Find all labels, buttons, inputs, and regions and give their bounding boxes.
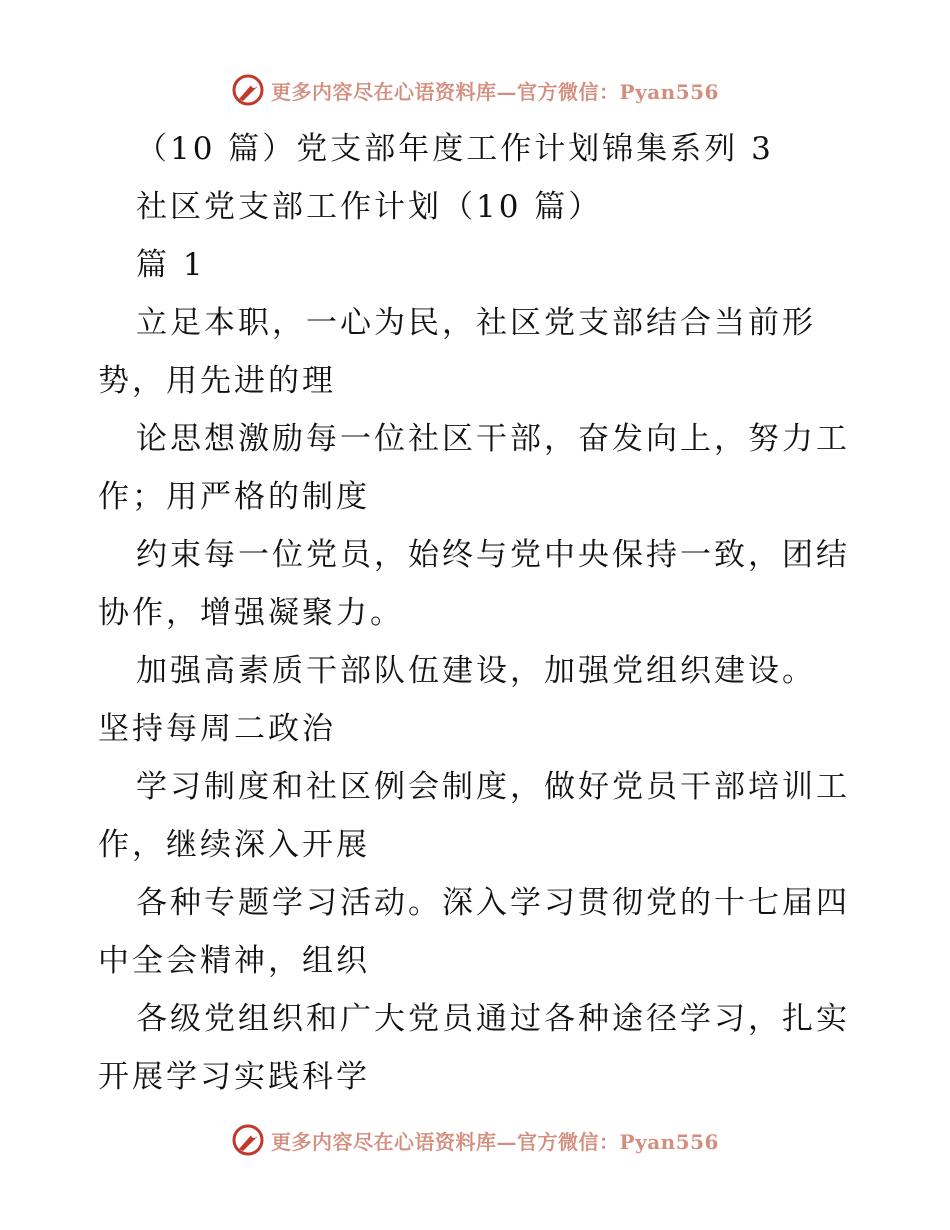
header-banner [0, 70, 950, 110]
header-banner-text: 更多内容尽在心语资料库—官方微信：Pyan556 [271, 79, 719, 104]
paragraph-line: 作，继续深入开展 [98, 827, 370, 863]
document-body [98, 120, 858, 1106]
footer-banner [0, 1120, 950, 1160]
paragraph-line: 约束每一位党员，始终与党中央保持一致，团结 [136, 537, 850, 573]
doc-subtitle: 社区党支部工作计划（10 篇） [136, 189, 603, 225]
section-heading: 篇 1 [136, 247, 206, 283]
paragraph-line: 势，用先进的理 [98, 363, 336, 399]
paragraph-line: 中全会精神，组织 [98, 943, 370, 979]
paragraph-line: 各种专题学习活动。深入学习贯彻党的十七届四 [136, 885, 850, 921]
paragraph-line: 学习制度和社区例会制度，做好党员干部培训工 [136, 769, 850, 805]
paragraph-line: 论思想激励每一位社区干部，奋发向上，努力工 [136, 421, 850, 457]
paragraph-line: 作；用严格的制度 [98, 479, 370, 515]
pen-nib-logo-icon [231, 73, 265, 107]
pen-nib-logo-icon [231, 1123, 265, 1157]
paragraph-line: 立足本职，一心为民，社区党支部结合当前形 [136, 305, 816, 341]
paragraph-line: 开展学习实践科学 [98, 1059, 370, 1095]
paragraph-line: 各级党组织和广大党员通过各种途径学习，扎实 [136, 1001, 850, 1037]
paragraph-line: 加强高素质干部队伍建设，加强党组织建设。 [136, 653, 816, 689]
paragraph-line: 坚持每周二政治 [98, 711, 336, 747]
doc-title: （10 篇）党支部年度工作计划锦集系列 3 [136, 131, 774, 167]
footer-banner-text: 更多内容尽在心语资料库—官方微信：Pyan556 [271, 1129, 719, 1154]
paragraph-line: 协作，增强凝聚力。 [98, 595, 404, 631]
